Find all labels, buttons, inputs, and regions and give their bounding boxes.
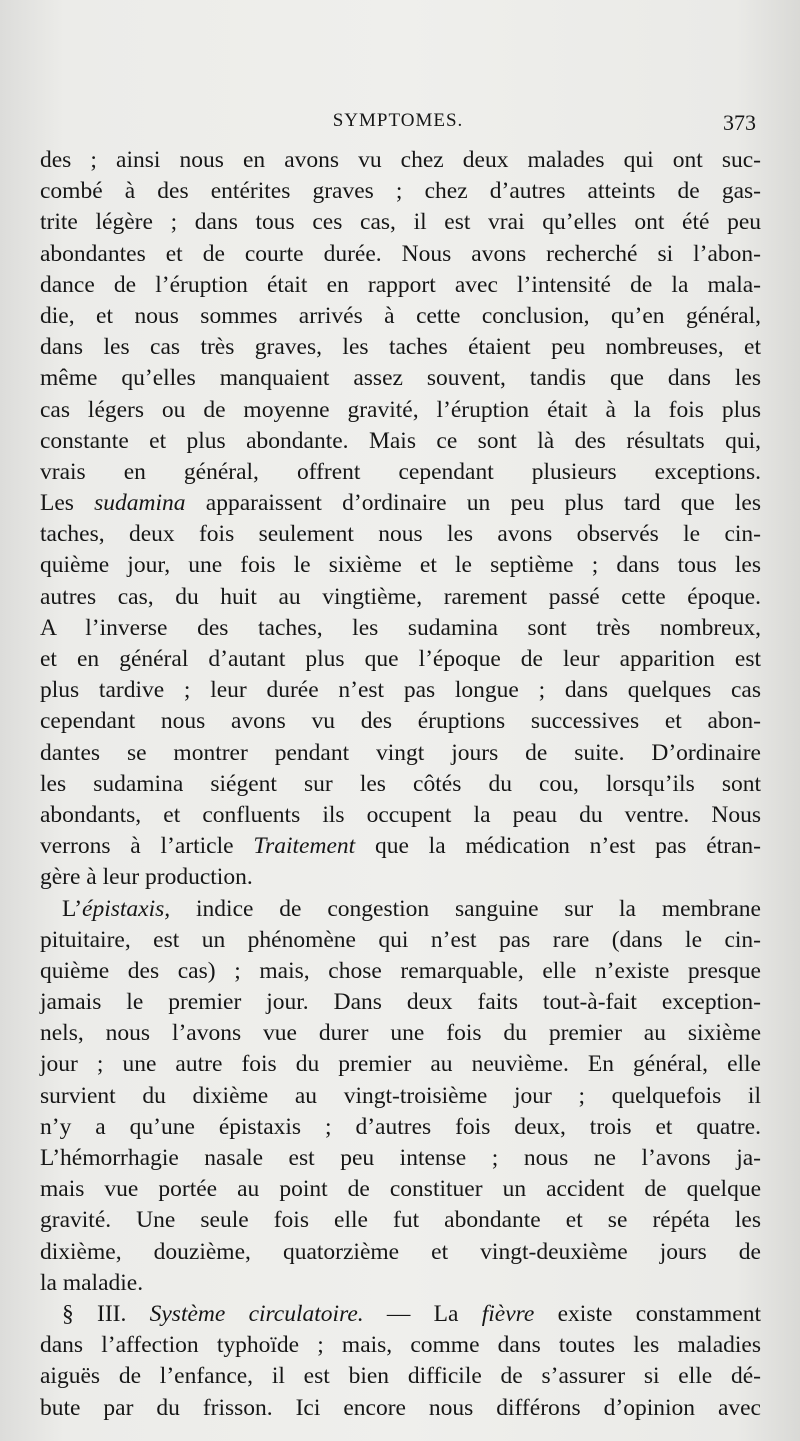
text-run: cas légers ou de moyenne gravité, l’éruption était à la fois plus [40, 396, 761, 423]
text-line [40, 1205, 761, 1236]
text-run: et en général d’autant plus que l’époque de leur apparition est [40, 646, 761, 672]
text-run: bute par du frisson. Ici encore nous différons d’opinion avec [40, 1394, 761, 1421]
text-run: die, et nous sommes arrivés à cette conclusion, qu’en général, [40, 302, 761, 329]
text-run: apparaissent d’ordinaire un peu plus tard que les [185, 490, 762, 517]
text-run: quième jour, une fois le sixième et le septième ; dans tous les [40, 552, 761, 579]
text-line [40, 675, 761, 706]
text-run: dance de l’éruption était en rapport avec l’intensité de la mala- [40, 271, 761, 298]
text-run: plus tardive ; leur durée n’est pas longue ; dans quelques cas [40, 677, 761, 704]
italic-text: fièvre [481, 1300, 535, 1327]
text-run: L’ [62, 895, 83, 922]
text-line [40, 1049, 761, 1080]
text-run: trite légère ; dans tous ces cas, il est vrai qu’elles ont été peu [40, 209, 761, 236]
text-line [40, 1330, 761, 1361]
text-run: A l’inverse des taches, les sudamina sont très nombreux, [40, 614, 761, 641]
text-line [40, 426, 761, 457]
text-run: même qu’elles manquaient assez souvent, tandis que dans les [40, 365, 761, 392]
text-run: vrais en général, offrent cependant plusieurs exceptions. [40, 458, 761, 485]
text-run: nels, nous l’avons vue durer une fois du premier au sixième [40, 1020, 761, 1047]
text-line [40, 644, 761, 675]
text-run: mais vue portée au point de constituer un accident de quelque [40, 1176, 761, 1203]
running-head [40, 110, 756, 142]
text-line [40, 332, 761, 363]
text-line [40, 582, 761, 613]
text-run: § III. [62, 1300, 150, 1327]
text-line [40, 800, 761, 831]
text-line [40, 1018, 761, 1049]
text-run: Les [40, 490, 95, 517]
text-line [40, 987, 761, 1018]
text-run: abondantes et de courte durée. Nous avons recherché si l’abon- [40, 240, 761, 267]
text-run: dantes se montrer pendant vingt jours de suite. D’ordinaire [40, 739, 761, 766]
text-run: L’hémorrhagie nasale est peu intense ; nous ne l’avons ja- [40, 1145, 761, 1171]
text-line [40, 862, 761, 893]
text-line [40, 363, 761, 394]
text-run: la maladie. [40, 1269, 144, 1296]
text-line [40, 613, 761, 644]
italic-text: Traitement [253, 833, 356, 860]
text-line [40, 1299, 761, 1330]
italic-text: Système circulatoire. [149, 1300, 364, 1327]
text-line [40, 519, 761, 550]
text-run: dixième, douzième, quatorzième et vingt-deuxième jours de [40, 1238, 761, 1265]
text-line [40, 1237, 761, 1268]
body-text [40, 145, 761, 1424]
text-line [40, 145, 761, 176]
text-run: dans l’affection typhoïde ; mais, comme dans toutes les maladies [40, 1332, 761, 1359]
text-line [40, 550, 761, 581]
text-run: indice de congestion sanguine sur la membrane [170, 895, 761, 922]
text-run: abondants, et confluents ils occupent la peau du ventre. Nous [40, 801, 761, 828]
text-line [40, 831, 761, 862]
text-line [40, 1393, 761, 1424]
text-run: gravité. Une seule fois elle fut abondante et se répéta les [40, 1207, 761, 1234]
text-run: jamais le premier jour. Dans deux faits tout-à-fait exception- [40, 989, 761, 1016]
text-run: n’y a qu’une épistaxis ; d’autres fois deux, trois et quatre. [40, 1113, 761, 1140]
text-run: existe constamment [534, 1300, 761, 1327]
text-run: cependant nous avons vu des éruptions successives et abon- [40, 708, 761, 735]
text-line [40, 395, 761, 426]
page-number: 373 [723, 110, 756, 135]
text-line [40, 301, 761, 332]
text-run: survient du dixième au vingt-troisième jour ; quelquefois il [40, 1082, 761, 1109]
text-line [40, 769, 761, 800]
text-run: dans les cas très graves, les taches étaient peu nombreuses, et [40, 334, 761, 361]
text-run: les sudamina siégent sur les côtés du cou, lorsqu’ils sont [40, 770, 761, 797]
text-run: pituitaire, est un phénomène qui n’est pas rare (dans le cin- [40, 926, 761, 953]
text-run: quième des cas) ; mais, chose remarquable, elle n’existe presque [40, 957, 761, 984]
text-run: que la médication n’est pas étran- [355, 833, 761, 860]
text-run: — La [363, 1300, 482, 1327]
text-line [40, 176, 761, 207]
italic-text: épistaxis, [82, 895, 171, 922]
text-line [40, 1081, 761, 1112]
text-run: combé à des entérites graves ; chez d’autres atteints de gas- [40, 178, 761, 205]
text-run: des ; ainsi nous en avons vu chez deux malades qui ont suc- [40, 147, 761, 173]
text-line [40, 1112, 761, 1143]
text-run: autres cas, du huit au vingtième, rarement passé cette époque. [40, 583, 761, 610]
text-line [40, 1361, 761, 1392]
text-line [40, 738, 761, 769]
text-line [40, 925, 761, 956]
text-line [40, 488, 761, 519]
text-run: jour ; une autre fois du premier au neuvième. En général, elle [40, 1051, 761, 1078]
text-run: verrons à l’article [40, 833, 254, 860]
text-run: constante et plus abondante. Mais ce sont là des résultats qui, [40, 427, 761, 454]
text-line [40, 1174, 761, 1205]
text-line [40, 270, 761, 301]
text-line [40, 457, 761, 488]
text-run: aiguës de l’enfance, il est bien difficile de s’assurer si elle dé- [40, 1363, 761, 1390]
text-line [40, 207, 761, 238]
running-title: SYMPTOMES. [332, 110, 464, 131]
text-line [40, 1143, 761, 1174]
text-line [40, 1268, 761, 1299]
text-line [40, 239, 761, 270]
text-line [40, 894, 761, 925]
text-run: taches, deux fois seulement nous les avons observés le cin- [40, 521, 761, 548]
text-line [40, 706, 761, 737]
italic-text: sudamina [94, 490, 186, 517]
text-line [40, 956, 761, 987]
text-run: gère à leur production. [40, 864, 253, 891]
